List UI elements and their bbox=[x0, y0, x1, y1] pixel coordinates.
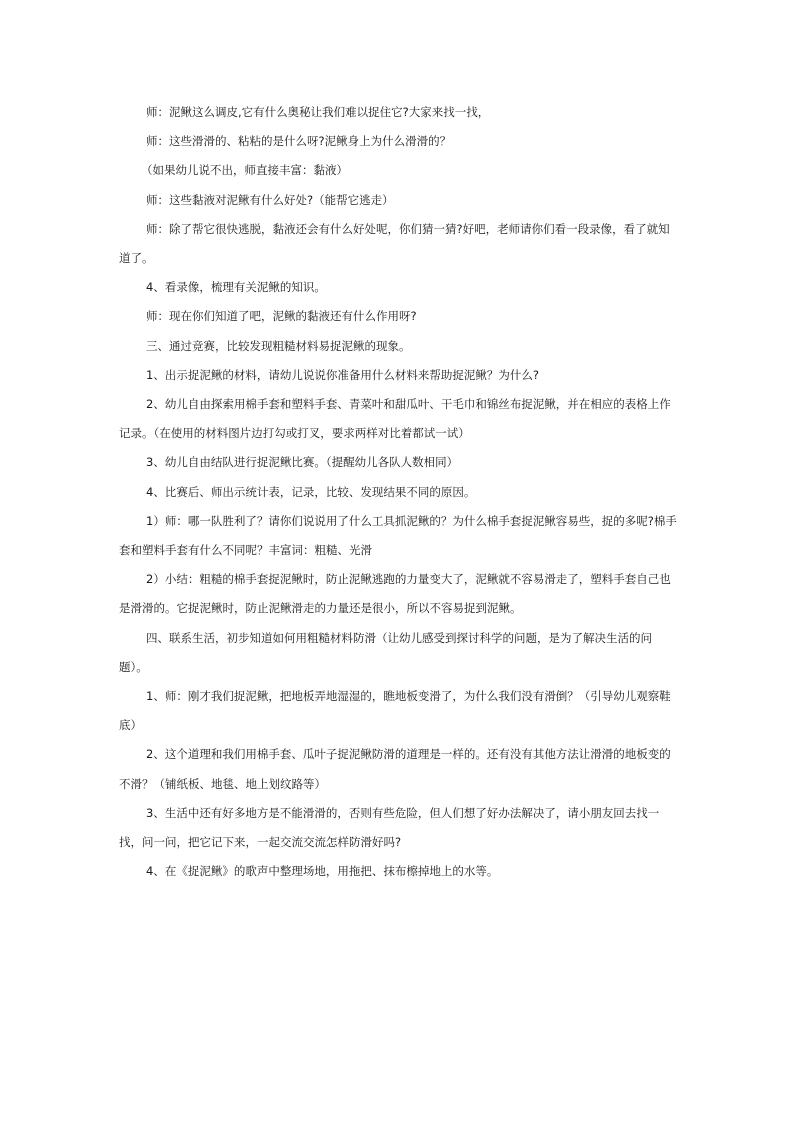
paragraph: 4、在《捉泥鳅》的歌声中整理场地，用拖把、抹布檫掉地上的水等。 bbox=[146, 864, 499, 879]
section-heading: 四、联系生活，初步知道如何用粗糙材料防滑（让幼儿感受到探讨科学的问题，是为了解决生活的问题）。 bbox=[119, 630, 652, 674]
paragraph: 2、这个道理和我们用棉手套、瓜叶子捉泥鳅防滑的道理是一样的。还有没有其他方法让滑滑的地板变的不滑？（铺纸板、地毯、地上划纹路等） bbox=[119, 747, 671, 791]
paragraph: 1）师：哪一队胜利了？请你们说说用了什么工具抓泥鳅的？为什么棉手套捉泥鳅容易些，捉的多呢?棉手套和塑料手套有什么不同呢？丰富词：粗糙、光滑 bbox=[119, 513, 677, 558]
paragraph: 师：这些黏液对泥鳅有什么好处?（能帮它逃走） bbox=[146, 192, 394, 207]
paragraph: 2）小结：粗糙的棉手套捉泥鳅时，防止泥鳅逃跑的力量变大了，泥鳅就不容易滑走了，塑料手套自己也是滑滑的。它捉泥鳅时，防止泥鳅滑走的力量还是很小，所以不容易捉到泥鳅。 bbox=[119, 572, 671, 616]
section-heading: 三、通过竞赛，比较发现粗糙材料易捉泥鳅的现象。 bbox=[146, 338, 411, 353]
paragraph: 师：除了帮它很快逃脱，黏液还会有什么好处呢，你们猜一猜?好吧，老师请你们看一段录像，看了就知道了。 bbox=[119, 221, 670, 266]
document-body bbox=[119, 98, 677, 886]
paragraph: 1、出示捉泥鳅的材料，请幼儿说说你准备用什么材料来帮助捉泥鳅？为什么? bbox=[146, 367, 539, 382]
paragraph: 4、比赛后、师出示统计表，记录，比较、发现结果不同的原因。 bbox=[146, 484, 476, 499]
paragraph: 师：泥鳅这么调皮,它有什么奥秘让我们难以捉住它?大家来找一找， bbox=[146, 105, 490, 119]
paragraph: 1、师：刚才我们捉泥鳅，把地板弄地湿湿的，瞧地板变滑了，为什么我们没有滑倒？（引导幼儿观察鞋底） bbox=[119, 689, 671, 733]
paragraph: （如果幼儿说不出，师直接丰富：黏液） bbox=[141, 163, 348, 178]
paragraph: 2、幼儿自由探索用棉手套和塑料手套、青菜叶和甜瓜叶、干毛巾和锦丝布捉泥鳅，并在相应的表格上作记录。（在使用的材料图片边打勾或打叉，要求两样对比着都试一试） bbox=[119, 397, 671, 441]
paragraph: 4、看录像，梳理有关泥鳅的知识。 bbox=[146, 280, 326, 295]
paragraph: 3、生活中还有好多地方是不能滑滑的，否则有些危险，但人们想了好办法解决了，请小朋友回去找一找，问一问，把它记下来，一起交流交流怎样防滑好吗? bbox=[119, 805, 660, 850]
paragraph: 师：现在你们知道了吧，泥鳅的黏液还有什么作用呀? bbox=[146, 309, 417, 324]
paragraph: 3、幼儿自由结队进行捉泥鳅比赛。（提醒幼儿各队人数相同） bbox=[146, 455, 459, 470]
paragraph: 师：这些滑滑的、粘粘的是什么呀?泥鳅身上为什么滑滑的？ bbox=[146, 134, 452, 149]
